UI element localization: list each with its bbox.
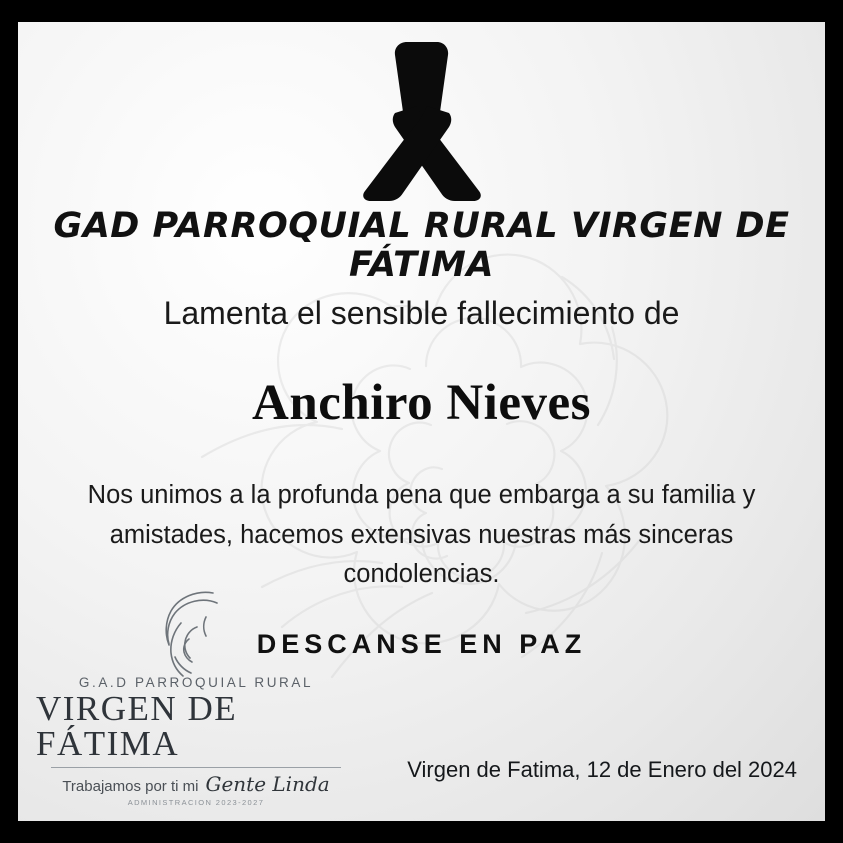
card-content: [18, 22, 825, 821]
deceased-name: Anchiro Nieves: [252, 375, 591, 432]
condolence-message: Nos unimos a la profunda pena que embarga a su familia y amistades, hacemos extensivas nuestras más sinceras condolencias.: [87, 481, 756, 589]
logo-slogan-script: Gente Linda: [205, 772, 330, 796]
black-mourning-ribbon-icon: [337, 36, 507, 201]
logo-top-line: G.A.D PARROQUIAL RURAL: [78, 674, 314, 690]
logo-slogan-prefix: Trabajamos por ti mi: [62, 778, 199, 795]
logo-administration-line: ADMINISTRACION 2023-2027: [127, 798, 265, 807]
page-title: GAD PARROQUIAL RURAL VIRGEN DE FÁTIMA: [53, 206, 790, 286]
rest-in-peace-text: DESCANSE EN PAZ: [256, 628, 587, 659]
place-and-date: Virgen de Fatima, 12 de Enero del 2024: [407, 757, 797, 782]
logo-main-line: VIRGEN DE FÁTIMA: [36, 688, 238, 764]
lament-line: Lamenta el sensible fallecimiento de: [163, 295, 680, 332]
obituary-card: [18, 22, 825, 821]
